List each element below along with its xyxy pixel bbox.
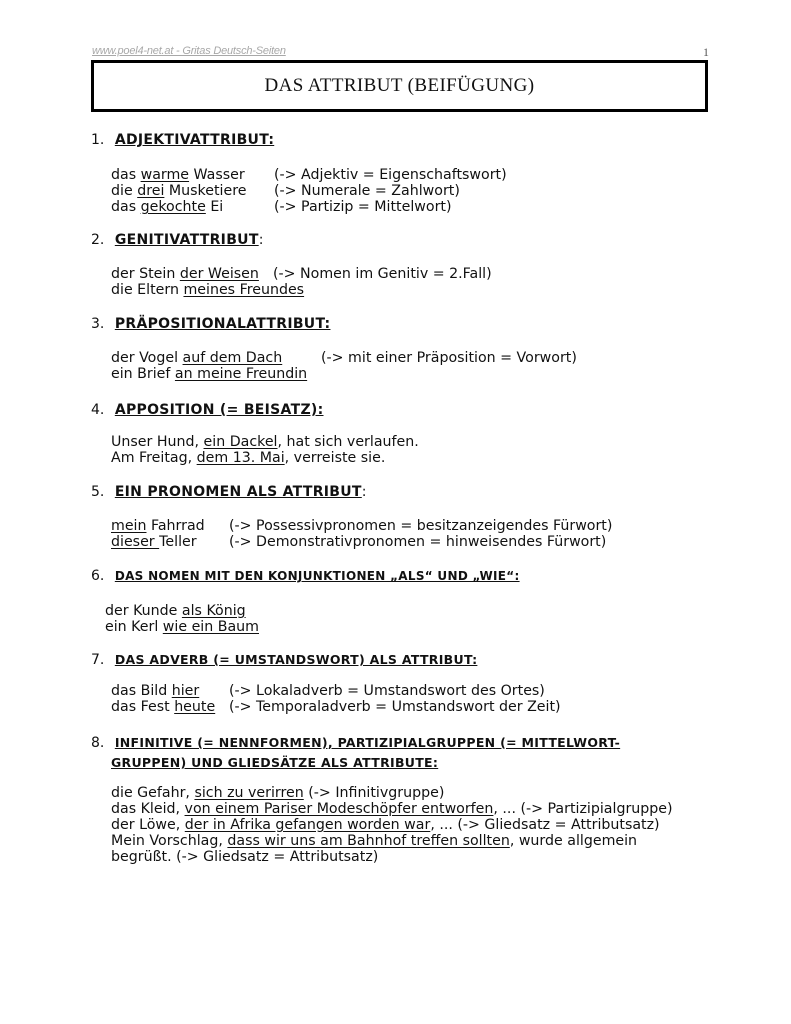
section-8-heading: 8. INFINITIVE (= NENNFORMEN), PARTIZIPIALGRUPPEN (= MITTELWORT-	[91, 735, 621, 751]
example-note: (-> Adjektiv = Eigenschaftswort)	[274, 167, 507, 183]
example-line: ein Brief an meine Freundin	[111, 366, 308, 382]
example-note: (-> mit einer Präposition = Vorwort)	[321, 350, 577, 366]
example-line: die drei Musketiere	[111, 183, 247, 199]
example-line: Am Freitag, dem 13. Mai, verreiste sie.	[111, 450, 386, 466]
example-line: das gekochte Ei	[111, 199, 224, 215]
example-note: (-> Nomen im Genitiv = 2.Fall)	[273, 266, 492, 282]
example-note: (-> Temporaladverb = Umstandswort der Zeit)	[229, 699, 561, 715]
section-1-heading: 1. ADJEKTIVATTRIBUT:	[91, 132, 275, 148]
section-2-heading: 2. GENITIVATTRIBUT:	[91, 232, 264, 248]
example-line: dieser Teller	[111, 534, 197, 550]
section-7-heading: 7. DAS ADVERB (= UMSTANDSWORT) ALS ATTRIBUT:	[91, 652, 478, 668]
example-note: (-> Possessivpronomen = besitzanzeigendes Fürwort)	[229, 518, 613, 534]
section-5-heading: 5. EIN PRONOMEN ALS ATTRIBUT:	[91, 484, 367, 500]
example-line: die Eltern meines Freundes	[111, 282, 305, 298]
example-line: Mein Vorschlag, dass wir uns am Bahnhof treffen sollten, wurde allgemein	[111, 833, 638, 849]
example-line: der Stein der Weisen	[111, 266, 259, 282]
page-number: 1	[703, 45, 709, 59]
section-6-heading: 6. DAS NOMEN MIT DEN KONJUNKTIONEN „ALS“ UND „WIE“:	[91, 568, 520, 584]
section-3-heading: 3. PRÄPOSITIONALATTRIBUT:	[91, 316, 331, 332]
example-note: (-> Lokaladverb = Umstandswort des Ortes)	[229, 683, 545, 699]
example-line: der Löwe, der in Afrika gefangen worden war, ... (-> Gliedsatz = Attributsatz)	[111, 817, 660, 833]
example-note: (-> Partizip = Mittelwort)	[274, 199, 452, 215]
example-note: (-> Numerale = Zahlwort)	[274, 183, 460, 199]
example-line: Unser Hund, ein Dackel, hat sich verlaufen.	[111, 434, 419, 450]
example-line: die Gefahr, sich zu verirren (-> Infinitivgruppe)	[111, 785, 445, 801]
example-line: begrüßt. (-> Gliedsatz = Attributsatz)	[111, 849, 379, 865]
example-line: das Bild hier	[111, 683, 200, 699]
example-line: das Kleid, von einem Pariser Modeschöpfer entworfen, ... (-> Partizipialgruppe)	[111, 801, 673, 817]
example-line: das Fest heute	[111, 699, 216, 715]
example-line: der Kunde als König	[105, 603, 246, 619]
example-line: das warme Wasser	[111, 167, 245, 183]
example-line: der Vogel auf dem Dach	[111, 350, 283, 366]
example-line: mein Fahrrad	[111, 518, 205, 534]
example-line: ein Kerl wie ein Baum	[105, 619, 259, 635]
section-4-heading: 4. APPOSITION (= BEISATZ):	[91, 402, 324, 418]
title-box	[91, 60, 708, 112]
section-8-heading-cont: GRUPPEN) UND GLIEDSÄTZE ALS ATTRIBUTE:	[111, 755, 439, 770]
header-source: www.poel4-net.at - Gritas Deutsch-Seiten	[92, 45, 286, 57]
example-note: (-> Demonstrativpronomen = hinweisendes Fürwort)	[229, 534, 607, 550]
page-title: DAS ATTRIBUT (BEIFÜGUNG)	[264, 75, 535, 96]
